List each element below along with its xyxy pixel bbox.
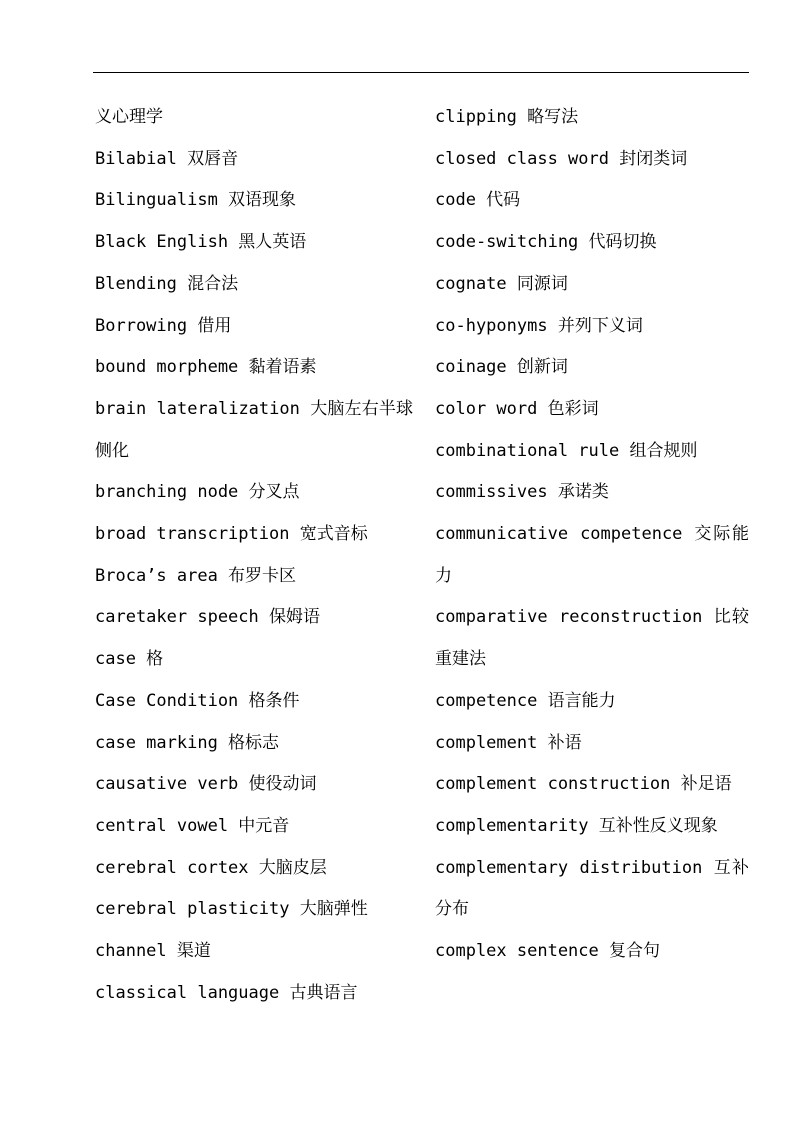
glossary-entry: complementary distribution 互补分布 xyxy=(435,857,749,920)
header-rule xyxy=(93,72,749,73)
glossary-entry: Borrowing 借用 xyxy=(95,315,232,336)
glossary-entry: classical language 古典语言 xyxy=(95,982,358,1003)
glossary-entry: caretaker speech 保姆语 xyxy=(95,607,320,628)
glossary-entry: combinational rule 组合规则 xyxy=(435,440,698,461)
glossary-entry: comparative reconstruction 比较重建法 xyxy=(435,607,749,670)
glossary-entry: communicative competence 交际能力 xyxy=(435,524,749,586)
glossary-entry: Bilingualism 双语现象 xyxy=(95,190,297,211)
glossary-entry: case 格 xyxy=(95,649,164,670)
glossary-right-column xyxy=(435,97,749,973)
glossary-entry: complementarity 互补性反义现象 xyxy=(435,815,718,836)
glossary-entry: Blending 混合法 xyxy=(95,273,239,294)
glossary-entry: bound morpheme 黏着语素 xyxy=(95,357,317,378)
glossary-entry: brain lateralization 大脑左右半球侧化 xyxy=(95,398,413,461)
glossary-entry: complement 补语 xyxy=(435,732,582,753)
glossary-entry: causative verb 使役动词 xyxy=(95,774,317,795)
glossary-entry: Bilabial 双唇音 xyxy=(95,148,239,169)
glossary-entry: cerebral plasticity 大脑弹性 xyxy=(95,899,368,920)
glossary-entry: code 代码 xyxy=(435,190,521,211)
glossary-entry: broad transcription 宽式音标 xyxy=(95,524,368,545)
glossary-entry: cognate 同源词 xyxy=(435,273,568,294)
glossary-entry: closed class word 封闭类词 xyxy=(435,148,688,169)
glossary-entry: branching node 分叉点 xyxy=(95,482,300,503)
glossary-entry: central vowel 中元音 xyxy=(95,815,290,836)
glossary-entry: channel 渠道 xyxy=(95,941,211,962)
glossary-entry: Black English 黑人英语 xyxy=(95,232,307,253)
glossary-entry: coinage 创新词 xyxy=(435,357,568,378)
glossary-entry: commissives 承诺类 xyxy=(435,482,609,503)
glossary-entry: cerebral cortex 大脑皮层 xyxy=(95,857,327,878)
glossary-entry: case marking 格标志 xyxy=(95,732,280,753)
glossary-entry: complement construction 补足语 xyxy=(435,774,732,795)
glossary-entry: Broca’s area 布罗卡区 xyxy=(95,565,297,586)
glossary-entry: competence 语言能力 xyxy=(435,690,616,711)
glossary-entry: code-switching 代码切换 xyxy=(435,232,657,253)
glossary-left-column xyxy=(95,97,413,1014)
glossary-entry: Case Condition 格条件 xyxy=(95,690,300,711)
glossary-entry: color word 色彩词 xyxy=(435,398,599,419)
glossary-entry: clipping 略写法 xyxy=(435,107,579,127)
glossary-entry: 义心理学 xyxy=(95,107,163,127)
glossary-entry: complex sentence 复合句 xyxy=(435,941,660,962)
glossary-entry: co-hyponyms 并列下义词 xyxy=(435,315,643,336)
